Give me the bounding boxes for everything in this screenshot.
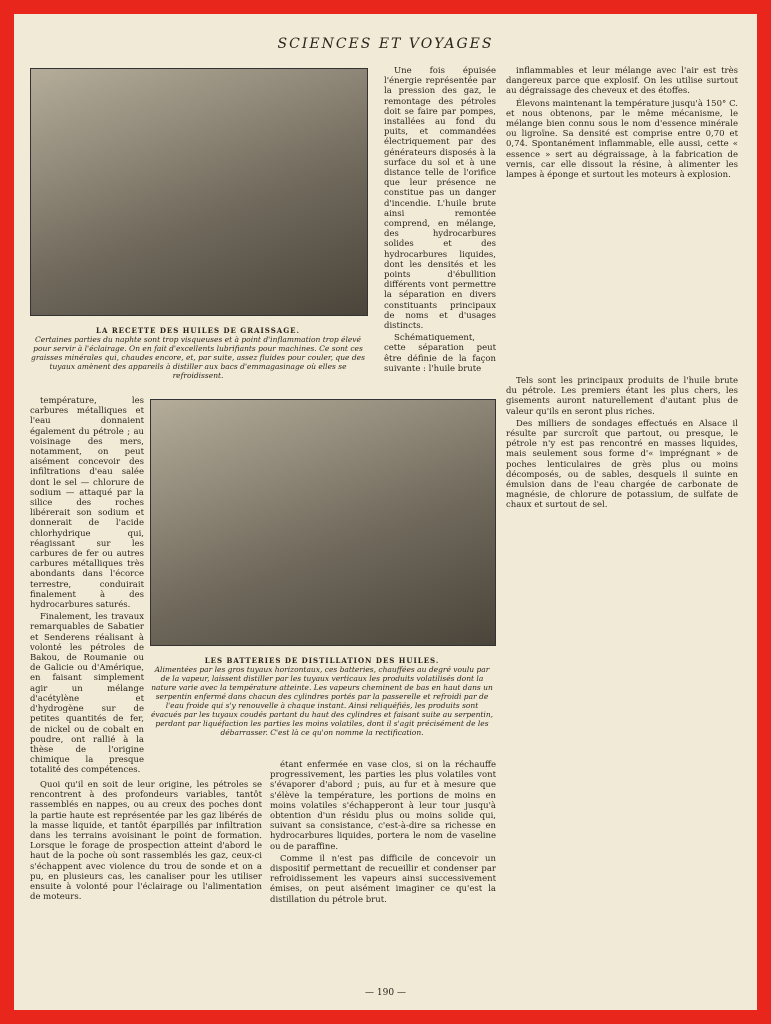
column-bottom-left: Quoi qu'il en soit de leur origine, les pétroles se rencontrent à des profondeurs variables, tantôt rassemblés en nappes, ou au creux des poches dont la partie haute est représentée par les gaz libérés de la masse liquide, et tantôt éparpillés par infiltration dans les terrains avoisinant le point de formation. Lorsque le forage de prospection atteint d'abord le haut de la poche où sont rassemblés les gaz, ceux-ci s'échappent avec violence du trou de sonde et on a pu, en plusieurs cas, les canaliser pour les utiliser ensuite à volonté pour l'éclairage ou l'alimentation de moteurs. xyxy=(30,780,262,903)
page xyxy=(14,14,757,1010)
page-header: SCIENCES ET VOYAGES xyxy=(277,36,494,52)
figure2-caption-block xyxy=(150,656,494,737)
figure2-photo xyxy=(150,399,496,646)
column-right-top: inflammables et leur mélange avec l'air est très dangereux parce que explosif. On les utilise surtout au dégraissage des cheveux et des étoffes. Élevons maintenant la température jusqu'à 150° C. et nous obtenons, par le même mécanisme, le mélange bien connu sous le nom d'essence minérale ou ligroïne. Sa densité est comprise entre 0,70 et 0,74. Spontanément inflammable, elle aussi, cette « essence » sert au dégraissage, à la fabrication de vernis, car elle dissout la résine, à alimenter les lampes à éponge et surtout les moteurs à explosion. xyxy=(506,66,738,181)
figure2-title: LES BATTERIES DE DISTILLATION DES HUILES. xyxy=(204,656,440,665)
column-left-mid: température, les carbures métalliques et l'eau donnaient également du pétrole ; au voisinage des mers, notamment, on peut aisément concevoir des infiltrations d'eau salée dont le sel — chlorure de sodium — attaqué par la silice des roches libérerait son sodium et donnerait de l'acide chlorhydrique qui, réagissant sur les carbures de fer ou autres carbures métalliques très abondants dans l'écorce terrestre, conduirait finalement à des hydrocarbures saturés. Finalement, les travaux remarquables de Sabatier et Senderens réalisant à volonté les pétroles de Bakou, de Roumanie ou de Galicie ou d'Amérique, en faisant simplement agir un mélange d'acétylène et d'hydrogène sur de petites quantités de fer, de nickel ou de cobalt en poudre, ont rallié à la thèse de l'origine chimique la presque totalité des compétences. xyxy=(30,396,144,776)
column-mid-top: Une fois épuisée l'énergie représentée par la pression des gaz, le remontage des pétroles doit se faire par pompes, installées au fond du puits, et commandées électriquement par des générateurs disposés à la surface du sol et à une distance telle de l'orifice que leur présence ne constitue pas un danger d'incendie. L'huile brute ainsi remontée comprend, en mélange, des hydrocarbures solides et des hydrocarbures liquides, dont les densités et les points d'ébullition différents vont permettre la séparation en divers constituants principaux de noms et d'usages distincts. Schématiquement, cette séparation peut être définie de la façon suivante : l'huile brute xyxy=(384,66,496,374)
figure2-caption: Alimentées par les gros tuyaux horizontaux, ces batteries, chauffées au degré voulu par de la vapeur, laissent distiller par les tuyaux verticaux les produits volatilisés dont la nature varie avec la température atteinte. Les vapeurs cheminent de bas en haut dans un serpentin enfermé dans chacun des cylindres portés par la passerelle et refroidi par de l'eau froide qui s'y renouvelle à chaque instant. Ainsi reliquéfiés, les produits sont évacués par les tuyaux coudés partant du haut des cylindres et faisant suite au serpentin, perdant par liquéfaction les parties les moins volatiles, dont il s'agit précisément de les débarrasser. C'est là ce qu'on nomme la rectification. xyxy=(150,665,494,737)
column-right-mid-bottom: Tels sont les principaux produits de l'huile brute du pétrole. Les premiers étant les plus chers, les gisements auront naturellement d'autant plus de valeur qu'ils en seront plus riches. Des milliers de sondages effectués en Alsace il résulte par surcroît que partout, ou presque, le pétrole n'y est pas rencontré en masses liquides, mais seulement sous forme d'« imprégnant » de poches lenticulaires de grès plus ou moins décomposés, ou de sables, desquels il suinte en émulsion dans de l'eau chargée de carbonate de magnésie, de chlorure de potassium, de sulfate de chaux et surtout de sel. xyxy=(506,376,738,511)
column-bottom-mid: étant enfermée en vase clos, si on la réchauffe progressivement, les parties les plus volatiles vont s'évaporer d'abord ; puis, au fur et à mesure que s'élève la température, les portions de moins en moins volatiles s'échapperont à leur tour jusqu'à obtention d'un résidu plus ou moins solide qui, suivant sa consistance, c'est-à-dire sa richesse en hydrocarbures liquides, portera le nom de vaseline ou de paraffine. Comme il n'est pas difficile de concevoir un dispositif permettant de recueillir et condenser par refroidissement les vapeurs ainsi successivement émises, on peut aisément imaginer ce qu'est la distillation du pétrole brut. xyxy=(270,760,496,905)
page-number: — 190 — xyxy=(365,988,406,998)
figure1-photo xyxy=(30,68,368,316)
figure1-caption: Certaines parties du naphte sont trop visqueuses et à point d'inflammation trop élevé pour servir à l'éclairage. On en fait d'excellents lubrifiants pour machines. Ce sont ces graisses minérales qui, chaudes encore, et, par suite, assez fluides pour couler, que des tuyaux amènent des appareils à distiller aux bacs d'emmagasinage où elles se refroidissent. xyxy=(31,335,365,380)
figure1-title: LA RECETTE DES HUILES DE GRAISSAGE. xyxy=(96,326,300,335)
figure1-caption-block xyxy=(30,326,366,380)
